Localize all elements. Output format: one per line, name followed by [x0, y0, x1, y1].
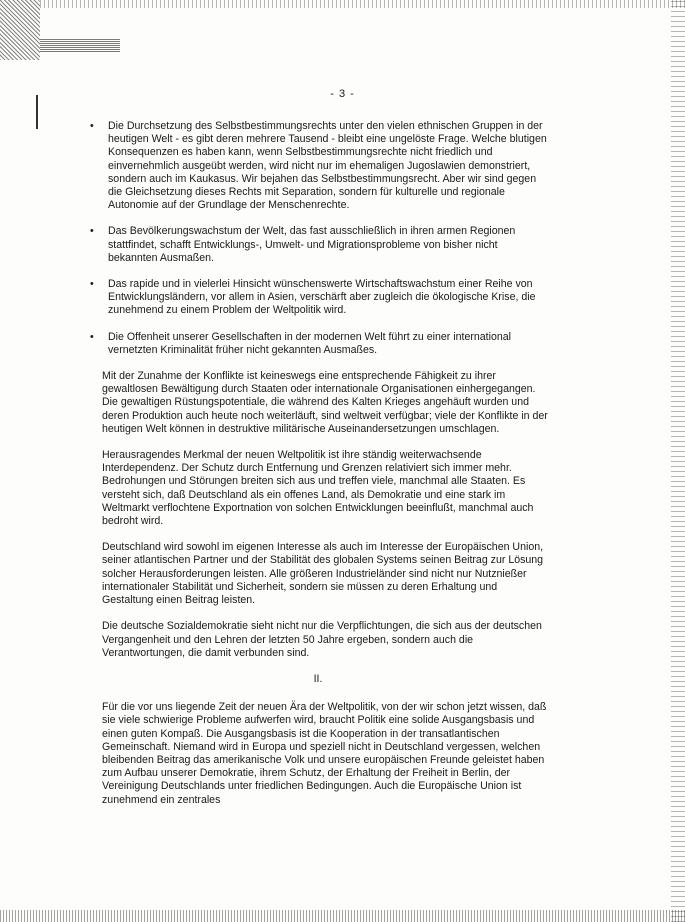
bullet-item	[88, 278, 548, 318]
bullet-text: Die Offenheit unserer Gesellschaften in der modernen Welt führt zu einer international vernetzten Kriminalität früher nicht gekannten Ausmaßes.	[108, 330, 511, 356]
bullet-icon: •	[90, 330, 94, 343]
bullet-icon: •	[90, 278, 94, 291]
section-heading: II.	[313, 672, 323, 685]
paragraph: Für die vor uns liegende Zeit der neuen Ära der Weltpolitik, von der wir schon jetzt wissen, daß sie viele schwierige Probleme aufwerfen wird, braucht Politik eine solide Ausgangsbasis und einen guten Kompaß. Die Ausgangsbasis ist die Kooperation in der transatlantischen Gemeinschaft. Niemand wird in Europa und speziell nicht in Deutschland vergessen, welchen bleibenden Beitrag das amerikanische Volk und unsere europäischen Freunde geleistet haben zum Aufbau unserer Demokratie, ihrem Schutz, der Erhaltung der Freiheit in Berlin, der Vereinigung Deutschlands unter friedlichen Bedingungen. Auch die Europäische Union ist zunehmend ein zentrales	[102, 701, 547, 806]
bullet-text: Das Bevölkerungswachstum der Welt, das fast ausschließlich in ihren armen Regionen stattfindet, schafft Entwicklungs-, Umwelt- und Migrationsprobleme von bisher nicht bekannten Ausmaßen.	[108, 225, 516, 264]
scan-noise-top-left	[0, 0, 40, 60]
bullet-item	[88, 120, 548, 212]
bullet-icon: •	[90, 225, 94, 238]
paragraph: Mit der Zunahme der Konflikte ist keineswegs eine entsprechende Fähigkeit zu ihrer gewaltlosen Bewältigung durch Staaten oder internationale Organisationen einhergegangen. Die gewaltigen Rüstungspotentiale, die während des Kalten Krieges angehäuft wurden und deren Produktion auch heute noch weiterläuft, sind weltweit verfügbar; viele der Konflikte in der heutigen Welt können in destruktive militärische Auseinandersetzungen umschlagen.	[102, 370, 548, 435]
bullet-text: Die Durchsetzung des Selbstbestimmungsrechts unter den vielen ethnischen Gruppen in der heutigen Welt - es gibt deren mehrere Tausend - bleibt eine ungelöste Frage. Welche blutigen Konsequenzen es haben kann, wenn Selbstbestimmungsrechte nicht friedlich und einvernehmlich ausgeübt werden, wird nicht nur im ehemaligen Jugoslawien demonstriert, sondern auch im Kaukasus. Wir bejahen das Selbstbestimmungsrecht. Aber wir sind gegen die Gleichsetzung dieses Rechts mit Separation, sondern für kulturelle und regionale Autonomie auf der Grundlage der Menschenrechte.	[108, 120, 547, 212]
paragraph: Herausragendes Merkmal der neuen Weltpolitik ist ihre ständig weiterwachsende Interdependenz. Der Schutz durch Entfernung und Grenzen relativiert sich immer mehr. Bedrohungen und Störungen breiten sich aus und treffen viele, manchmal alle Staaten. Es versteht sich, daß Deutschland als ein offenes Land, als Demokratie und eine stark im Weltmarkt verflochtene Exportnation von solchen Entwicklungen beeinflußt, manchmal auch bedroht wird.	[102, 449, 534, 528]
bullet-item	[88, 225, 548, 265]
margin-mark	[36, 95, 38, 129]
scan-noise-bottom-edge	[0, 910, 685, 922]
bullet-item	[88, 331, 548, 357]
paragraph: Deutschland wird sowohl im eigenen Interesse als auch im Interesse der Europäischen Union, seiner atlantischen Partner und der Stabilität des globalen Systems seinen Beitrag zur Lösung solcher Herausforderungen leisten. Alle größeren Industrieländer sind nicht nur Nutznießer internationaler Stabilität und Sicherheit, sondern sie müssen zu deren Erhaltung und Gestaltung einen Beitrag leisten.	[102, 541, 544, 607]
paragraph: Die deutsche Sozialdemokratie sieht nicht nur die Verpflichtungen, die sich aus der deutschen Vergangenheit und den Lehren der letzten 50 Jahre ergeben, sondern auch die Verantwortungen, die damit verbunden sind.	[102, 620, 542, 659]
page-number: - 3 -	[330, 88, 355, 100]
scan-noise-top-edge	[40, 0, 685, 8]
scan-noise-right-edge	[671, 0, 685, 922]
scan-noise-top-block	[40, 38, 120, 52]
bullet-text: Das rapide und in vielerlei Hinsicht wünschenswerte Wirtschaftswachstum einer Reihe von Entwicklungsländern, vor allem in Asien, verschärft aber zugleich die ökologische Krise, die zunehmend zu einem Problem der Weltpolitik wird.	[108, 278, 536, 317]
bullet-icon: •	[90, 120, 94, 132]
document-body	[88, 120, 548, 820]
